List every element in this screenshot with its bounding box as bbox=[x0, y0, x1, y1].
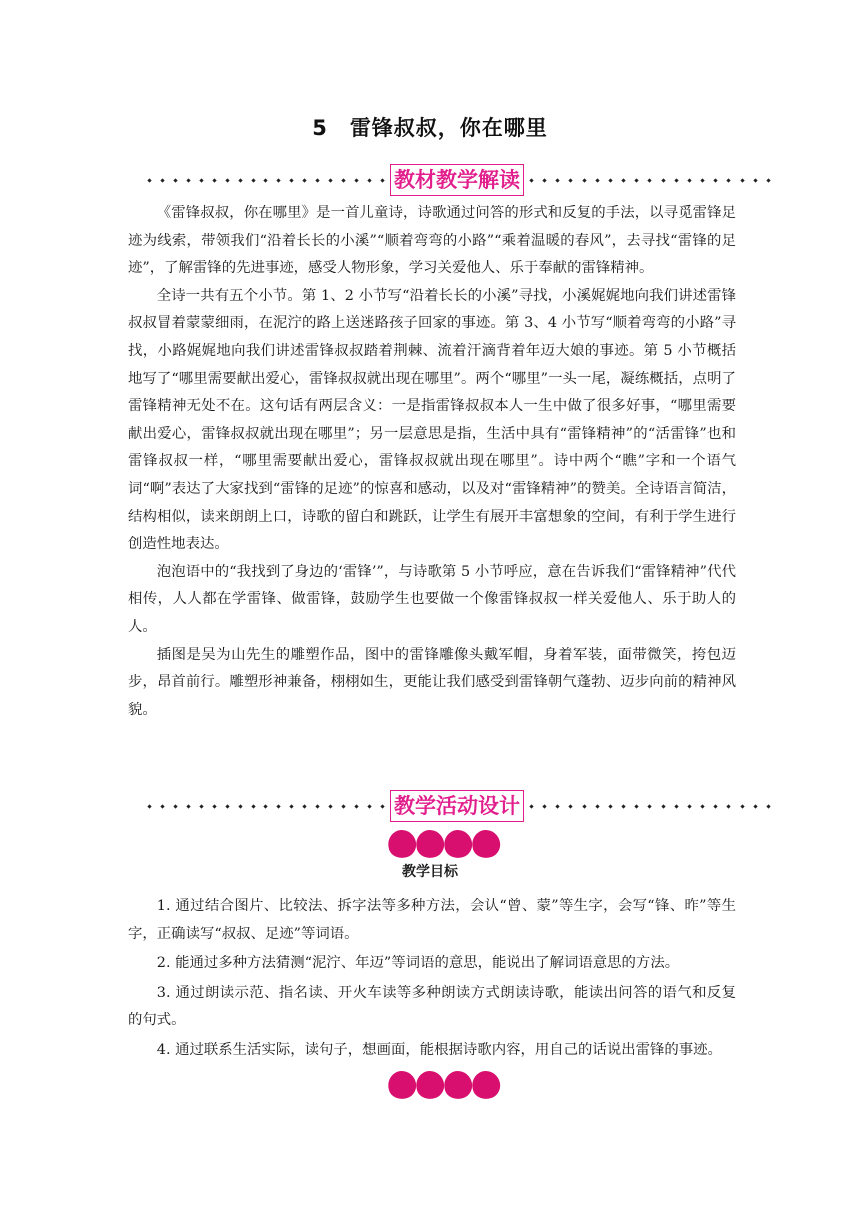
diamond-dot-icon bbox=[648, 178, 652, 182]
diamond-dot-icon bbox=[556, 178, 560, 182]
diamond-dot-icon bbox=[582, 804, 586, 808]
diamond-dot-icon bbox=[380, 804, 384, 808]
diamond-dot-icon bbox=[264, 178, 268, 182]
diamond-dot-icon bbox=[753, 178, 757, 182]
section-divider-interpretation bbox=[148, 163, 770, 197]
diamond-dot-icon bbox=[341, 178, 345, 182]
diamond-dot-icon bbox=[661, 804, 665, 808]
diamond-dot-icon bbox=[354, 804, 358, 808]
diamond-dot-icon bbox=[608, 804, 612, 808]
diamond-dot-icon bbox=[700, 804, 704, 808]
diamond-dot-icon bbox=[674, 804, 678, 808]
diamond-dot-icon bbox=[687, 178, 691, 182]
diamond-dot-icon bbox=[316, 804, 320, 808]
diamond-dot-icon bbox=[303, 178, 307, 182]
diamond-dot-icon bbox=[354, 178, 358, 182]
diamond-dot-icon bbox=[648, 804, 652, 808]
diamond-dot-icon bbox=[147, 178, 151, 182]
diamond-dot-icon bbox=[264, 804, 268, 808]
page-title bbox=[0, 112, 860, 142]
goals-heading: 教学目标 bbox=[402, 864, 458, 880]
pink-petal-icon bbox=[412, 1067, 447, 1102]
goals-list bbox=[128, 893, 736, 1067]
diamond-dot-icon bbox=[303, 804, 307, 808]
list-item: 4. 通过联系生活实际，读句子，想画面，能根据诗歌内容，用自己的话说出雷锋的事迹。 bbox=[156, 1041, 722, 1058]
diamond-dot-icon bbox=[316, 178, 320, 182]
paragraph: 插图是吴为山先生的雕塑作品，图中的雷锋雕像头戴军帽，身着军装，面带微笑，挎包迈步，昂首前行。雕塑形神兼备，栩栩如生，更能让我们感受到雷锋朝气蓬勃、迈步向前的精神风貌。 bbox=[128, 646, 736, 718]
diamond-dot-icon bbox=[582, 178, 586, 182]
diamond-dot-icon bbox=[543, 804, 547, 808]
diamond-dot-icon bbox=[367, 804, 371, 808]
divider-dots-right bbox=[530, 789, 770, 823]
diamond-dot-icon bbox=[277, 804, 281, 808]
diamond-dot-icon bbox=[635, 804, 639, 808]
diamond-dot-icon bbox=[225, 804, 229, 808]
paragraph: 《雷锋叔叔，你在哪里》是一首儿童诗，诗歌通过问答的形式和反复的手法，以寻觅雷锋足迹为线索，带领我们“沿着长长的小溪”“顺着弯弯的小路”“乘着温暖的春风”，去寻找“雷锋的足迹”，了解雷锋的先进事迹，感受人物形象，学习关爱他人、乐于奉献的雷锋精神。 bbox=[128, 205, 736, 277]
diamond-dot-icon bbox=[687, 804, 691, 808]
diamond-dot-icon bbox=[341, 804, 345, 808]
diamond-dot-icon bbox=[199, 804, 203, 808]
diamond-dot-icon bbox=[661, 178, 665, 182]
diamond-dot-icon bbox=[635, 178, 639, 182]
diamond-dot-icon bbox=[329, 804, 333, 808]
lesson-number: 5 bbox=[312, 116, 328, 140]
lesson-title: 雷锋叔叔，你在哪里 bbox=[349, 116, 548, 140]
diamond-dot-icon bbox=[569, 178, 573, 182]
diamond-dot-icon bbox=[569, 804, 573, 808]
flower-ornament-top bbox=[388, 830, 500, 858]
diamond-dot-icon bbox=[251, 804, 255, 808]
list-item: 2. 能通过多种方法猜测“泥泞、年迈”等词语的意思，能说出了解词语意思的方法。 bbox=[156, 955, 680, 972]
diamond-dot-icon bbox=[766, 178, 770, 182]
diamond-dot-icon bbox=[740, 178, 744, 182]
diamond-dot-icon bbox=[212, 804, 216, 808]
diamond-dot-icon bbox=[290, 178, 294, 182]
diamond-dot-icon bbox=[160, 804, 164, 808]
diamond-dot-icon bbox=[543, 178, 547, 182]
interpretation-text bbox=[128, 200, 736, 724]
diamond-dot-icon bbox=[674, 178, 678, 182]
diamond-dot-icon bbox=[700, 178, 704, 182]
diamond-dot-icon bbox=[621, 804, 625, 808]
paragraph: 泡泡语中的“我找到了身边的‘雷锋’”，与诗歌第 5 小节呼应，意在告诉我们“雷锋精神”代代相传，人人都在学雷锋、做雷锋，鼓励学生也要做一个像雷锋叔叔一样关爱他人、乐于助人的人。 bbox=[128, 563, 736, 635]
diamond-dot-icon bbox=[290, 804, 294, 808]
list-item: 1. 通过结合图片、比较法、拆字法等多种方法，会认“曾、蒙”等生字，会写“锋、昨”等生字，正确读写“叔叔、足迹”等词语。 bbox=[128, 898, 736, 942]
diamond-dot-icon bbox=[595, 178, 599, 182]
diamond-dot-icon bbox=[251, 178, 255, 182]
diamond-dot-icon bbox=[225, 178, 229, 182]
diamond-dot-icon bbox=[173, 178, 177, 182]
divider-dots-left bbox=[148, 163, 384, 197]
pink-petal-icon bbox=[384, 1067, 419, 1102]
diamond-dot-icon bbox=[714, 178, 718, 182]
diamond-dot-icon bbox=[529, 178, 533, 182]
diamond-dot-icon bbox=[608, 178, 612, 182]
divider-dots-right bbox=[530, 163, 770, 197]
paragraph: 全诗一共有五个小节。第 1、2 小节写“沿着长长的小溪”寻找，小溪娓娓地向我们讲述雷锋叔叔冒着蒙蒙细雨，在泥泞的路上送迷路孩子回家的事迹。第 3、4 小节写“顺着弯弯的小路”寻找，小路娓娓地向我们讲述雷锋叔叔踏着荆棘、流着汗滴背着年迈大娘的事迹。第 5 小节概括地写了“哪里需要献出爱心，雷锋叔叔就出现在哪里”。两个“哪里”一头一尾，凝练概括，点明了雷锋精神无处不在。这句话有两层含义：一是指雷锋叔叔本人一生中做了很多好事，“哪里需要献出爱心，雷锋叔叔就出现在哪里”；另一层意思是指，生活中具有“雷锋精神”的“活雷锋”也和雷锋叔叔一样，“哪里需要献出爱心，雷锋叔叔就出现在哪里”。诗中两个“瞧”字和一个语气词“啊”表达了大家找到“雷锋的足迹”的惊喜和感动，以及对“雷锋精神”的赞美。全诗语言简洁，结构相似，读来朗朗上口，诗歌的留白和跳跃，让学生有展开丰富想象的空间，有利于学生进行创造性地表达。 bbox=[128, 287, 736, 553]
section-label-interpretation: 教材教学解读 bbox=[390, 164, 524, 196]
section-divider-activity bbox=[148, 789, 770, 823]
pink-petal-icon bbox=[440, 826, 475, 861]
pink-petal-icon bbox=[384, 826, 419, 861]
diamond-dot-icon bbox=[740, 804, 744, 808]
list-item: 3. 通过朗读示范、指名读、开火车读等多种朗读方式朗读诗歌，能读出问答的语气和反复的句式。 bbox=[128, 984, 736, 1029]
diamond-dot-icon bbox=[621, 178, 625, 182]
diamond-dot-icon bbox=[238, 804, 242, 808]
diamond-dot-icon bbox=[212, 178, 216, 182]
diamond-dot-icon bbox=[186, 178, 190, 182]
diamond-dot-icon bbox=[277, 178, 281, 182]
diamond-dot-icon bbox=[529, 804, 533, 808]
diamond-dot-icon bbox=[727, 804, 731, 808]
pink-petal-icon bbox=[440, 1067, 475, 1102]
pink-petal-icon bbox=[468, 1067, 503, 1102]
divider-dots-left bbox=[148, 789, 384, 823]
diamond-dot-icon bbox=[147, 804, 151, 808]
diamond-dot-icon bbox=[766, 804, 770, 808]
diamond-dot-icon bbox=[556, 804, 560, 808]
pink-petal-icon bbox=[468, 826, 503, 861]
diamond-dot-icon bbox=[595, 804, 599, 808]
diamond-dot-icon bbox=[186, 804, 190, 808]
diamond-dot-icon bbox=[160, 178, 164, 182]
diamond-dot-icon bbox=[329, 178, 333, 182]
diamond-dot-icon bbox=[238, 178, 242, 182]
diamond-dot-icon bbox=[714, 804, 718, 808]
section-label-activity: 教学活动设计 bbox=[390, 790, 524, 822]
diamond-dot-icon bbox=[367, 178, 371, 182]
flower-ornament-bottom bbox=[388, 1071, 500, 1099]
diamond-dot-icon bbox=[753, 804, 757, 808]
pink-petal-icon bbox=[412, 826, 447, 861]
diamond-dot-icon bbox=[380, 178, 384, 182]
diamond-dot-icon bbox=[199, 178, 203, 182]
diamond-dot-icon bbox=[173, 804, 177, 808]
diamond-dot-icon bbox=[727, 178, 731, 182]
